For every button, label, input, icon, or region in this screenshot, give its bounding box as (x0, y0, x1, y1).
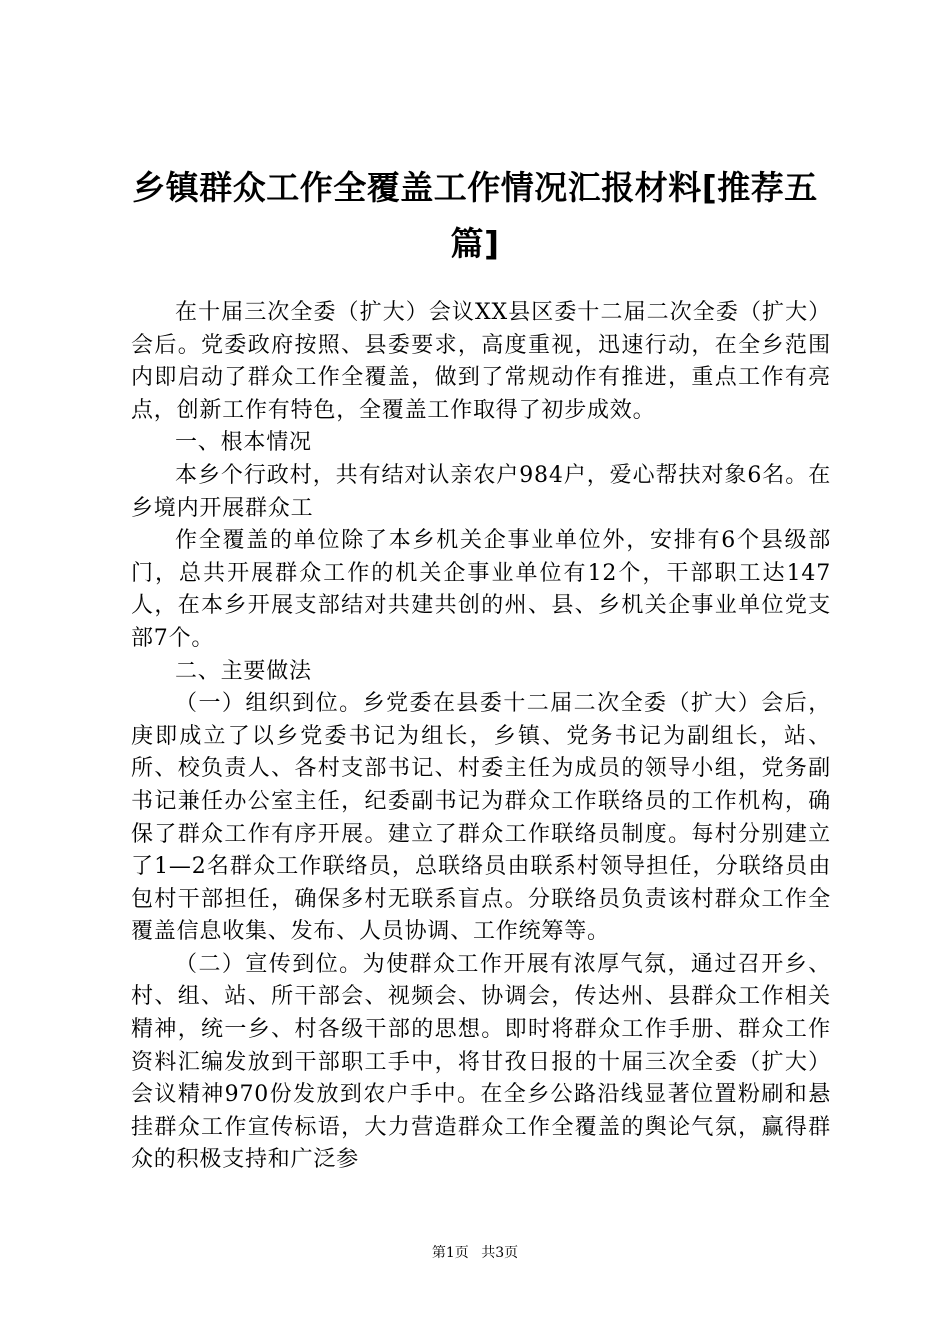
page-footer (0, 1243, 950, 1263)
paragraph-publicity: （二）宣传到位。为使群众工作开展有浓厚气氛，通过召开乡、村、组、站、所干部会、视频会、协调会，传达州、县群众工作相关精神，统一乡、村各级干部的思想。即时将群众工作手册、群众工作资料汇编发放到干部职工手中，将甘孜日报的十届三次全委（扩大）会议精神970份发放到农户手中。在全乡公路沿线显著位置粉刷和悬挂群众工作宣传标语，大力营造群众工作全覆盖的舆论气氛，赢得群众的积极支持和广泛参 (131, 951, 831, 1173)
document-body (131, 297, 831, 1177)
paragraph-organization: （一）组织到位。乡党委在县委十二届二次全委（扩大）会后，庚即成立了以乡党委书记为组长，乡镇、党务书记为副组长，站、所、校负责人、各村支部书记、村委主任为成员的领导小组，党务副书记兼任办公室主任，纪委副书记为群众工作联络员的工作机构，确保了群众工作有序开展。建立了群众工作联络员制度。每村分别建立了1—2名群众工作联络员，总联络员由联系村领导担任，分联络员由包村干部担任，确保多村无联系盲点。分联络员负责该村群众工作全覆盖信息收集、发布、人员协调、工作统筹等。 (131, 691, 831, 945)
paragraph-coverage-units: 作全覆盖的单位除了本乡机关企事业单位外，安排有6个县级部门，总共开展群众工作的机关企事业单位有12个，干部职工达147人，在本乡开展支部结对共建共创的州、县、乡机关企事业单位党支部7个。 (131, 528, 831, 651)
page-total: 共3页 (481, 1245, 519, 1261)
document-title: 乡镇群众工作全覆盖工作情况汇报材料[推荐五篇] (132, 168, 818, 263)
section-heading-basic-situation: 一、根本情况 (175, 430, 312, 456)
section-heading-main-practices: 二、主要做法 (175, 658, 312, 684)
paragraph-intro: 在十届三次全委（扩大）会议XX县区委十二届二次全委（扩大）会后。党委政府按照、县委要求，高度重视，迅速行动，在全乡范围内即启动了群众工作全覆盖，做到了常规动作有推进，重点工作有亮点，创新工作有特色，全覆盖工作取得了初步成效。 (131, 300, 831, 423)
page-number: 第1页 (431, 1245, 469, 1261)
paragraph-basic-situation: 本乡个行政村，共有结对认亲农户984户，爱心帮扶对象6名。在乡境内开展群众工 (131, 462, 831, 521)
